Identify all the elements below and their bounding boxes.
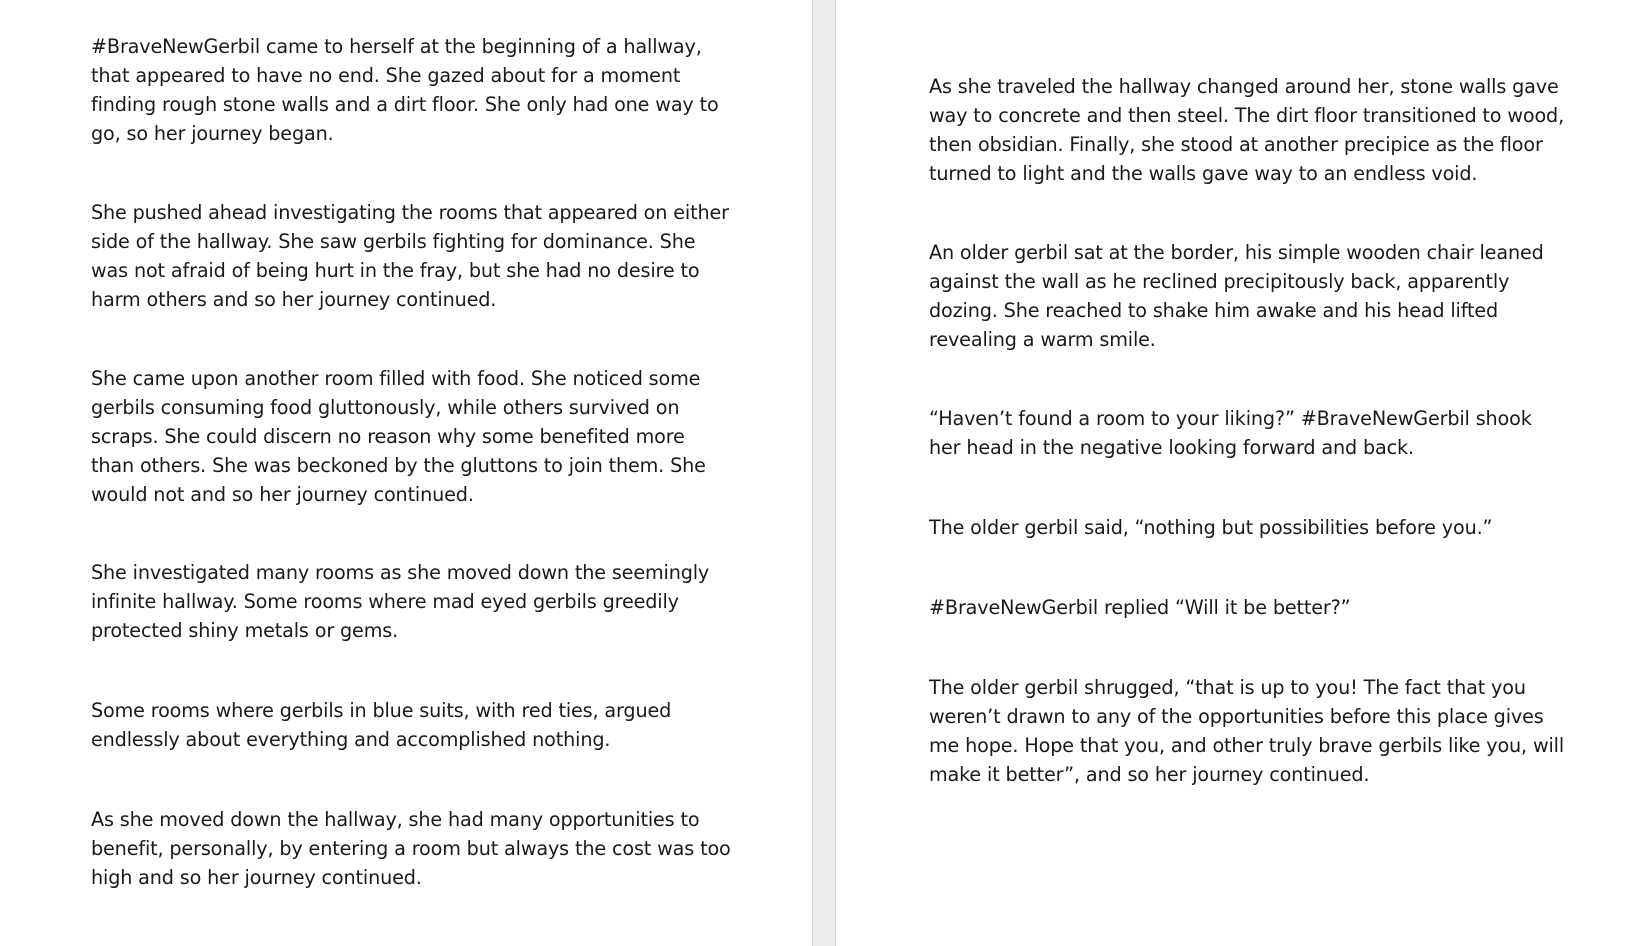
paragraph[interactable]: As she moved down the hallway, she had many opportunities to benefit, personally, by entering a room but always the cost was too high and so her journey continued. [91, 808, 731, 889]
paragraph[interactable]: #BraveNewGerbil replied “Will it be better?” [929, 596, 1351, 619]
paragraph[interactable]: She came upon another room filled with food. She noticed some gerbils consuming food gluttonously, while others survived on scraps. She could discern no reason why some benefited more than others. She was beckoned by the gluttons to join them. She would not and so her journey continued. [91, 367, 706, 506]
document-page-left[interactable] [0, 0, 812, 946]
paragraph[interactable]: The older gerbil said, “nothing but possibilities before you.” [929, 516, 1493, 539]
paragraph[interactable]: The older gerbil shrugged, “that is up to you! The fact that you weren’t drawn to any of the opportunities before this place gives me hope. Hope that you, and other truly brave gerbils like you, will make it better”, and so her journey continued. [929, 676, 1565, 786]
paragraph[interactable]: An older gerbil sat at the border, his simple wooden chair leaned against the wall as he reclined precipitously back, apparently dozing. She reached to shake him awake and his head lifted revealing a warm smile. [929, 241, 1544, 351]
paragraph[interactable]: “Haven’t found a room to your liking?” #BraveNewGerbil shook her head in the negative looking forward and back. [929, 407, 1532, 459]
paragraph[interactable]: She pushed ahead investigating the rooms that appeared on either side of the hallway. She saw gerbils fighting for dominance. She was not afraid of being hurt in the fray, but she had no desire to harm others and so her journey continued. [91, 201, 729, 311]
document-page-right[interactable] [836, 0, 1645, 946]
paragraph[interactable]: As she traveled the hallway changed around her, stone walls gave way to concrete and then steel. The dirt floor transitioned to wood, then obsidian. Finally, she stood at another precipice as the floor turned to light and the walls gave way to an endless void. [929, 75, 1565, 185]
paragraph[interactable]: #BraveNewGerbil came to herself at the beginning of a hallway, that appeared to have no end. She gazed about for a moment finding rough stone walls and a dirt floor. She only had one way to go, so her journey began. [91, 35, 719, 145]
paragraph[interactable]: Some rooms where gerbils in blue suits, with red ties, argued endlessly about everything and accomplished nothing. [91, 699, 672, 751]
paragraph[interactable]: She investigated many rooms as she moved down the seemingly infinite hallway. Some rooms where mad eyed gerbils greedily protected shiny metals or gems. [91, 561, 710, 642]
page-gutter-divider [812, 0, 836, 946]
